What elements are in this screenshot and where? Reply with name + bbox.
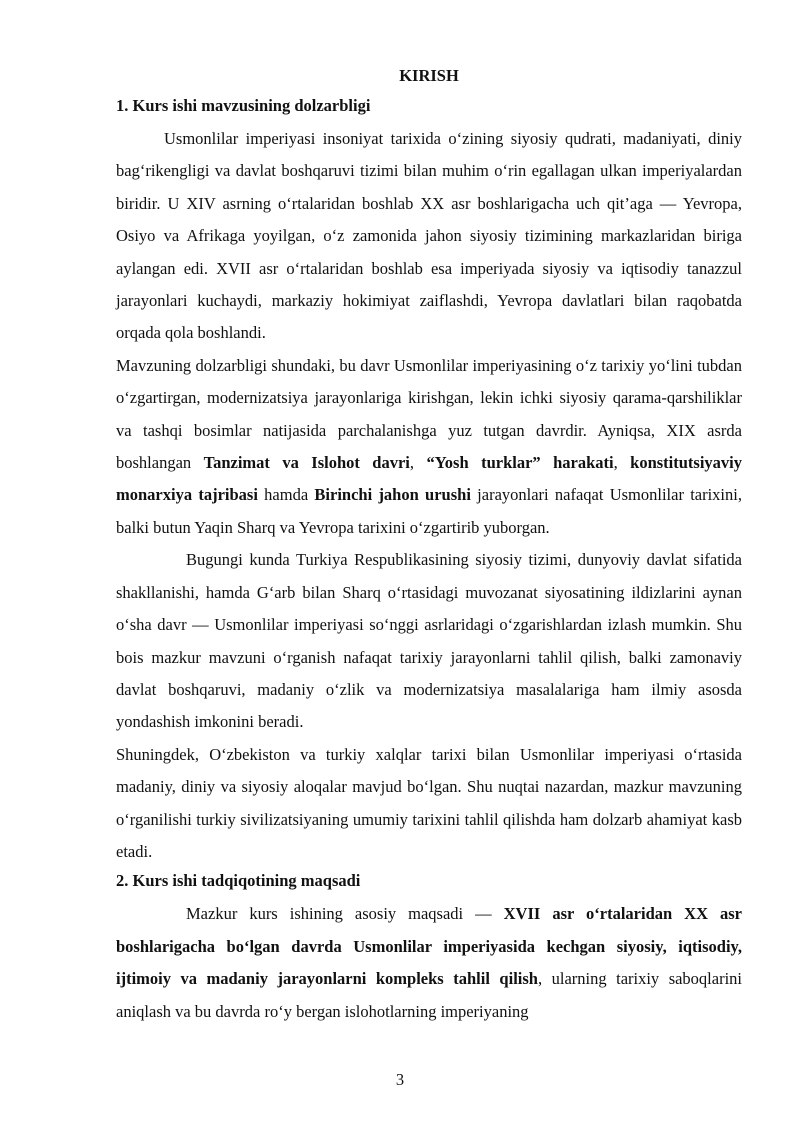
paragraph-modern-turkey: Bugungi kunda Turkiya Respublikasining siyosiy tizimi, dunyoviy davlat sifatida shakllanishi, hamda G‘arb bilan Sharq o‘rtasidagi muvozanat siyosatining ildizlarini aynan o‘sha davr — Usmonlilar imperiyasi so‘nggi asrlaridagi o‘zgarishlardan izlash mumkin. Shu bois mazkur mavzuni o‘rganish nafaqat tarixiy jarayonlarni tahlil qilish, balki zamonaviy davlat boshqaruvi, madaniy o‘zlik va modernizatsiya masalalariga ham ilmiy asosda yondashish imkonini beradi. (116, 550, 742, 732)
paragraph-uzbekistan: Shuningdek, O‘zbekiston va turkiy xalqlar tarixi bilan Usmonlilar imperiyasi o‘rtasida madaniy, diniy va siyosiy aloqalar mavjud bo‘lgan. Shu nuqtai nazardan, mazkur mavzuning o‘rganilishi turkiy sivilizatsiyaning umumiy tarixini tahlil qilishda ham dolzarb ahamiyat kasb etadi. (116, 744, 742, 861)
section-heading-goal: 2. Kurs ishi tadqiqotining maqsadi (116, 871, 361, 891)
bold-term: “Yosh turklar” harakati (426, 453, 614, 473)
bold-term: Birinchi jahon urushi (314, 485, 471, 505)
paragraph-goal (116, 898, 742, 1028)
text-run: Mavzuning dolzarbligi shundaki, bu davr Usmonlilar imperiyasining o‘z tarixiy yo‘lini tubdan o‘zgartirgan, modernizatsiya jarayonlariga kirishgan, lekin ichki siyosiy qarama-qarshiliklar va tashqi bosimlar natijasida parchalanishga yuz tutgan davrdir. Ayniqsa, XIX asrda boshlangan (116, 355, 742, 473)
page-number: 3 (395, 1070, 405, 1089)
section-heading-relevance: 1. Kurs ishi mavzusining dolzarbligi (116, 96, 371, 115)
bold-term: Tanzimat va Islohot davri (203, 453, 410, 473)
paragraph-relevance (116, 350, 742, 544)
page-title: KIRISH (399, 66, 459, 85)
text-run: jarayonlari nafaqat Usmonlilar tarixini, balki butun Yaqin Sharq va Yevropa tarixini o‘zgartirib yuborgan. (116, 485, 742, 537)
text-run: hamda (257, 485, 315, 505)
text-run: , ularning tarixiy saboqlarini aniqlash va bu davrda ro‘y bergan islohotlarning imperiyaning (116, 969, 743, 1021)
text-run: Mazkur kurs ishining asosiy maqsadi — (186, 904, 504, 924)
bold-term: XVII asr o‘rtalaridan XX asr boshlarigacha bo‘lgan davrda Usmonlilar imperiyasida kechgan siyosiy, iqtisodiy, ijtimoiy va madaniy jarayonlarni kompleks tahlil qilish (116, 904, 742, 989)
text-run: , (613, 453, 631, 473)
text-run: , (409, 453, 427, 473)
bold-term: konstitutsiyaviy monarxiya tajribasi (116, 453, 743, 505)
paragraph-intro: Usmonlilar imperiyasi insoniyat tarixida o‘zining siyosiy qudrati, madaniyati, diniy bag‘rikengligi va davlat boshqaruvi tizimi bilan muhim o‘rin egallagan ulkan imperiyalardan biridir. U XIV asrning o‘rtalaridan boshlab XX asr boshlarigacha uch qit’aga — Yevropa, Osiyo va Afrikaga yoyilgan, o‘z zamonida jahon siyosiy tizimining markazlaridan biriga aylangan edi. XVII asr o‘rtalaridan boshlab esa imperiyada siyosiy va iqtisodiy tanazzul jarayonlari kuchaydi, markaziy hokimiyat zaiflashdi, Yevropa davlatlari bilan raqobatda orqada qola boshlandi. (116, 129, 742, 343)
